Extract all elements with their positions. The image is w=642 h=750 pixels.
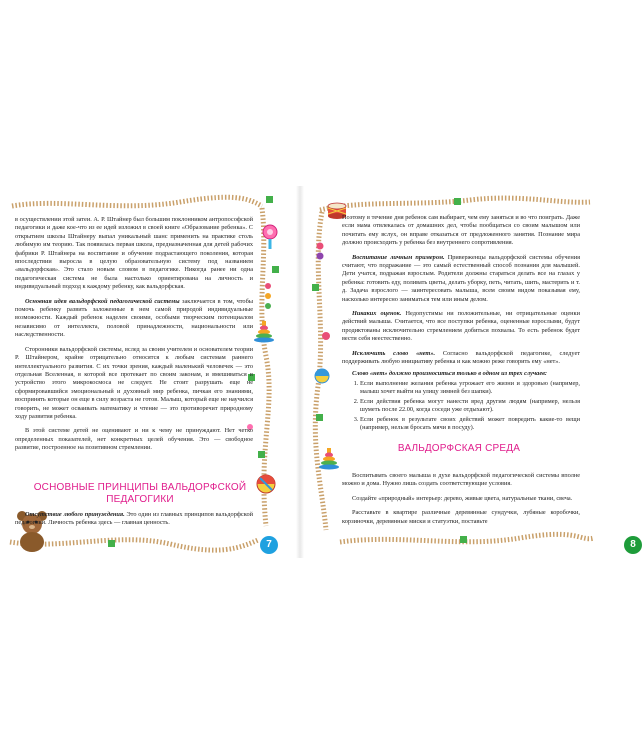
principle-text: Это один из главных принципов вальдорфской педагогики. Личность ребенка здесь — главная ценность. bbox=[15, 511, 253, 527]
right-page-text-bottom bbox=[342, 472, 580, 526]
page-number-right: 8 bbox=[624, 536, 642, 554]
list-item: 2. Если действия ребенка могут нанести вред другим людям (например, нельзя шуметь после 22.00, когда соседи уже отдыхают). bbox=[360, 398, 580, 415]
lead-personal-example: Воспитание личным примером. bbox=[352, 253, 445, 261]
left-last-paragraph bbox=[15, 511, 253, 528]
right-paragraph-4 bbox=[342, 350, 580, 367]
lead-no-word: Исключить слово «нет». bbox=[352, 349, 436, 357]
right-paragraph-3-body: Недопустимы ни положительные, ни отрицательные оценки действий малыша. Считается, что все поступки ребенка, оцененные взрослыми, будут продиктованы исключительно стремлением добиться похвалы. То есть ребенок будет вести себя неестественно. bbox=[342, 310, 580, 343]
left-page-text bbox=[15, 216, 253, 459]
right-paragraph-3 bbox=[342, 310, 580, 344]
list-item: 3. Если ребенок в результате своих действий может повредить какие-то вещи (например, нельзя бросать мячи в посуду). bbox=[360, 416, 580, 433]
right-paragraph-4-body: Согласно вальдорфской педагогике, следует поддерживать любую инициативу ребенка и как можно реже говорить ему «нет». bbox=[342, 349, 580, 366]
section-heading-principles: ОСНОВНЫЕ ПРИНЦИПЫ ВАЛЬДОРФСКОЙ ПЕДАГОГИКИ bbox=[33, 482, 247, 505]
left-paragraph-2 bbox=[15, 298, 253, 340]
left-paragraph-4: В этой системе детей не оценивают и ни к чему не принуждают. Нет четко определенных показателей, нет конкретных целей обучения. Это — свободное развитие, построенное на позитивном стремлении. bbox=[15, 427, 253, 452]
rule-intro-text: Слово «нет» должно произноситься только в одном из трех случаев: bbox=[352, 369, 548, 377]
page-number-left: 7 bbox=[260, 536, 278, 554]
right-paragraph-2-body: Приверженцы вальдорфской системы обучения считают, что подражание — это самый естественный способ познания для малышей. Дети учатся, подражая взрослым. Родители должны стараться делать все на глазах у ребенка: готовить еду, поливать цветы, делать уборку, петь, читать, шить, мастерить и т. д. Задача взрослого — заинтересовать малыша, всем своим видом показывая ему, насколько интересно заниматься тем или иным делом. bbox=[342, 253, 580, 303]
left-page bbox=[0, 186, 298, 558]
right-page-text bbox=[342, 214, 580, 438]
section-heading-environment: ВАЛЬДОРФСКАЯ СРЕДА bbox=[397, 443, 521, 454]
rule-intro bbox=[342, 370, 580, 378]
left-paragraph-3: Сторонники вальдорфской системы, вслед за своим учителем и основателем теории Р. Штайнером, крайне отрицательно относятся к любым системам раннего интеллектуального развития. С их точки зрения, каждый маленький человечек — это отдельная Вселенная, в которой все протекает по своим законам, и вмешиваться в устройство этого микрокосмоса не следует. Не стоит разрушать еще не сформировавшийся эмоциональный и духовный мир ребенка, пичкая его знаниями, воспринять которые он еще в силу возраста не готов. Малыш, который еще не научился говорить, не может осваивать математику и чтение — это противоречит природному ходу развития ребенка. bbox=[15, 345, 253, 420]
right-paragraph-7: Расставьте в квартире различные деревянные сундучки, лубяные коробочки, корзиночки, деревянные миски и статуэтки, поставьте bbox=[342, 509, 580, 525]
book-gutter bbox=[296, 186, 304, 558]
left-paragraph-1: в осуществлении этой затеи. А. Р. Штайнер был большим поклонником антропософской педагогики и даже кое-что из ее идей изложил в своей книге «Образование ребенка». С открытием школы Штайнеру выпал уникальный шанс применить на практике столь любимую им теорию. Так появилась первая школа, предназначенная для детей рабочих фабрики Р. Штайнера на воспитание и обучение подрастающего поколения, которая впоследствии выросла в целую образовательную систему под названием «вальдорфская». Это стало новым словом в педагогике. Никогда ранее ни одна педагогическая система не была настолько ориентирована на личность и индивидуальный подход к каждому ребенку, как вальдорфская. bbox=[15, 216, 253, 291]
principle-lead: Отсутствие любого принуждения. bbox=[25, 511, 125, 518]
left-paragraph-2-lead: Основная идея вальдорфской педагогической системы bbox=[25, 297, 180, 305]
right-paragraph-5: Воспитывать своего малыша в духе вальдорфской педагогической системы вполне можно и дома. Нужно лишь создать соответствующие условия. bbox=[342, 472, 580, 488]
right-paragraph-6: Создайте «природный» интерьер: дерево, живые цвета, натуральные ткани, свеча. bbox=[352, 494, 573, 502]
lead-no-grades: Никаких оценок. bbox=[352, 310, 402, 318]
right-paragraph-1: Поэтому в течение дня ребенок сам выбирает, чем ему заняться и во что поиграть. Даже если мама отвлекалась от домашних дел, чтобы пообщаться со своим малышом или почитать ему вслух, он вправе отказаться от предложенного занятия. Познание мира должно происходить у ребенка без внутреннего сопротивления. bbox=[342, 214, 580, 247]
right-page bbox=[302, 186, 636, 558]
list-item: 1. Если выполнение желания ребенка угрожает его жизни и здоровью (например, малыш хочет выйти на улицу зимней без шапки). bbox=[360, 380, 580, 397]
rules-list bbox=[342, 380, 580, 432]
right-paragraph-2 bbox=[342, 254, 580, 304]
left-paragraph-2-body: заключается в том, чтобы помочь ребенку развить заложенные в нем самой природой индивидуальные возможности. Каждый ребенок наделен своими, особыми творческим потенциалом независимо от интеллекта, половой принадлежности, национальности или наследственности. bbox=[15, 297, 253, 339]
